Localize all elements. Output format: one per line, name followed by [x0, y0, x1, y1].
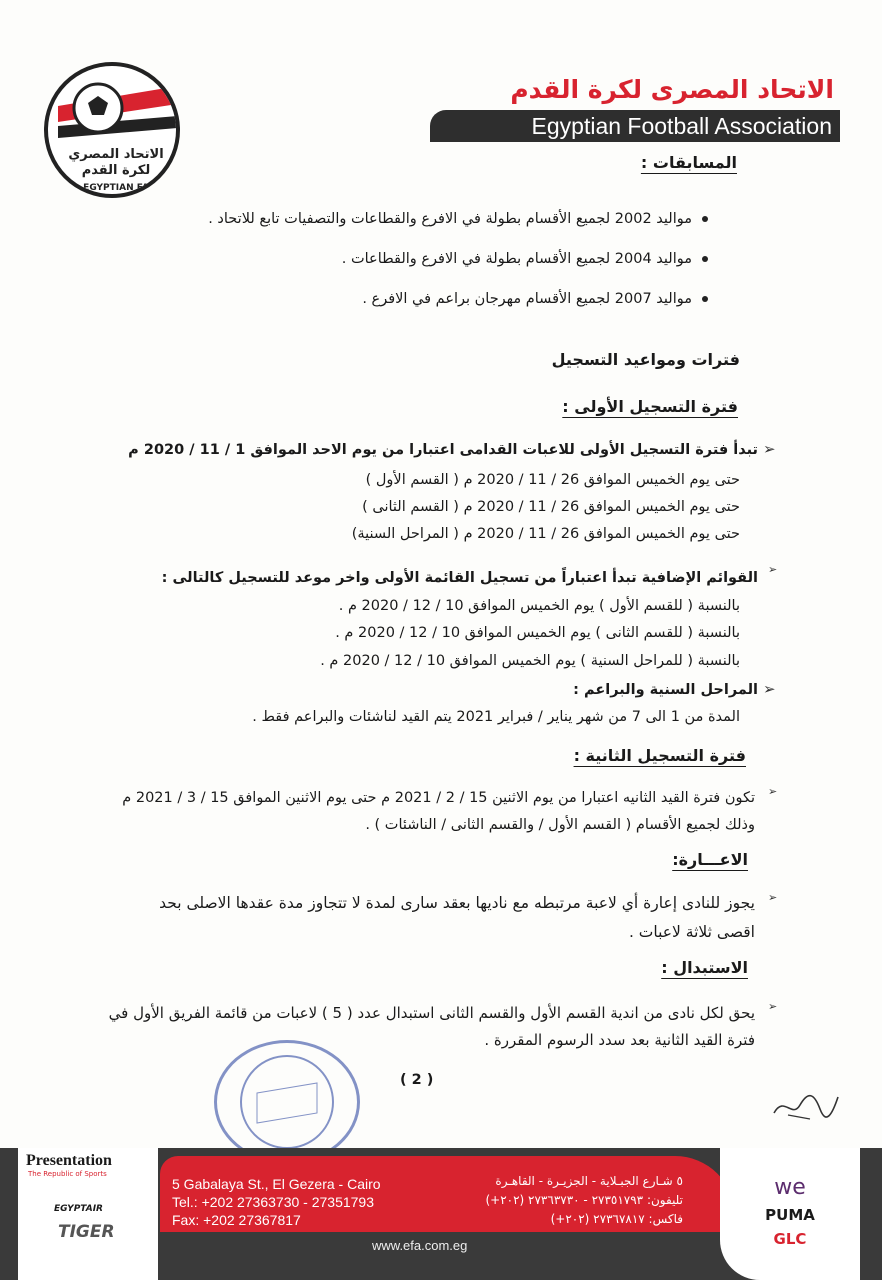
- tel-en: Tel.: +202 27363730 - 27351793: [172, 1194, 375, 1210]
- first-period-heading: فترة التسجيل الأولى :: [562, 397, 738, 416]
- second-period-text: تكون فترة القيد الثانيه اعتبارا من يوم الاثنين 15 / 2 / 2021 م حتى يوم الاثنين الموافق 15 / 3 / 2021 م: [122, 790, 755, 806]
- website-link[interactable]: www.efa.com.eg: [372, 1238, 468, 1253]
- footer-red-band: [160, 1156, 735, 1232]
- arrow-bullet-icon: ➢: [768, 1000, 778, 1013]
- second-period-heading: فترة التسجيل الثانية :: [573, 746, 746, 765]
- bullet-icon: [702, 256, 708, 262]
- fax-en: Fax: +202 27367817: [172, 1212, 301, 1228]
- extra-list-item: بالنسبة ( للقسم الثانى ) يوم الخميس الموافق 10 / 12 / 2020 م .: [335, 625, 740, 641]
- sponsor-puma: PUMA: [765, 1206, 815, 1224]
- bullet-icon: [702, 296, 708, 302]
- loan-text: يجوز للنادى إعارة أي لاعبة مرتبطه مع ناديها بعقد سارى لمدة لا تتجاوز مدة عقدها الاصلى بحد: [159, 894, 755, 912]
- page-number: ( 2 ): [400, 1072, 434, 1088]
- bullet-icon: [702, 216, 708, 222]
- first-period-until: حتى يوم الخميس الموافق 26 / 11 / 2020 م ( القسم الأول ): [365, 472, 740, 488]
- sponsor-tiger: TIGER: [58, 1222, 115, 1242]
- extra-list-item: بالنسبة ( للقسم الأول ) يوم الخميس الموافق 10 / 12 / 2020 م .: [338, 598, 740, 614]
- loan-text: اقصى ثلاثة لاعبات .: [628, 923, 755, 941]
- list-item: مواليد 2002 لجميع الأقسام بطولة في الافرع والقطاعات والتصفيات تابع للاتحاد .: [208, 211, 692, 227]
- fax-ar: فاكس: ٢٧٣٦٧٨١٧ (٢٠٢+): [550, 1212, 683, 1226]
- list-item: مواليد 2004 لجميع الأقسام بطولة في الافرع والقطاعات .: [341, 251, 692, 267]
- sponsor-egyptair: EGYPTAIR: [54, 1204, 103, 1214]
- signature: [770, 1085, 842, 1129]
- header-title-en-bar: [430, 110, 840, 142]
- header-title-en: Egyptian Football Association: [531, 113, 832, 139]
- sponsor-we: we: [774, 1175, 806, 1200]
- address-en: 5 Gabalaya St., El Gezera - Cairo: [172, 1176, 381, 1192]
- sponsor-presentation-tagline: The Republic of Sports: [28, 1170, 107, 1178]
- replacement-text: يحق لكل نادى من اندية القسم الأول والقسم الثانى استبدال عدد ( 5 ) لاعبات من قائمة الفريق الأول في: [108, 1004, 755, 1022]
- official-stamp: [214, 1040, 360, 1164]
- sponsor-presentation: Presentation: [26, 1152, 112, 1169]
- youth-text: المدة من 1 الى 7 من شهر يناير / فبراير 2021 يتم القيد لناشئات والبراعم فقط .: [252, 709, 740, 725]
- registration-heading: فترات ومواعيد التسجيل: [551, 350, 740, 369]
- footer-left-sponsors: [18, 1148, 158, 1280]
- replacement-heading: الاستبدال :: [661, 958, 748, 977]
- sponsor-glc: GLC: [773, 1230, 807, 1248]
- svg-text:لكرة القدم: لكرة القدم: [81, 163, 151, 178]
- first-period-start: تبدأ فترة التسجيل الأولى للاعبات القدامى اعتبارا من يوم الاحد الموافق 1 / 11 / 2020 م: [128, 442, 758, 458]
- svg-text:EGYPTIAN FA: EGYPTIAN FA: [83, 183, 149, 193]
- first-period-until: حتى يوم الخميس الموافق 26 / 11 / 2020 م ( القسم الثانى ): [362, 499, 740, 515]
- address-ar: ٥ شـارع الجبـلاية - الجزيـرة - القاهـرة: [495, 1174, 683, 1188]
- youth-heading: المراحل السنية والبراعم :: [573, 682, 758, 698]
- efa-logo: [44, 62, 180, 198]
- arrow-bullet-icon: ➢: [768, 563, 778, 576]
- header-title-ar: الاتحاد المصرى لكرة القدم: [510, 75, 834, 104]
- tel-ar: تليفون: ٢٧٣٥١٧٩٣ - ٢٧٣٦٣٧٣٠ (٢٠٢+): [485, 1193, 683, 1207]
- second-period-text: وذلك لجميع الأقسام ( القسم الأول / والقسم الثانى / الناشئات ) .: [365, 817, 755, 833]
- list-item: مواليد 2007 لجميع الأقسام مهرجان براعم في الافرع .: [362, 291, 692, 307]
- footer: [0, 1148, 882, 1280]
- footer-right-sponsors: [720, 1148, 860, 1280]
- competitions-heading: المسابقات :: [640, 153, 737, 172]
- arrow-bullet-icon: ➢: [768, 891, 778, 904]
- first-period-until: حتى يوم الخميس الموافق 26 / 11 / 2020 م ( المراحل السنية): [351, 526, 740, 542]
- loan-heading: الاعـــارة:: [672, 850, 748, 869]
- arrow-bullet-icon: ➢: [763, 440, 776, 458]
- arrow-bullet-icon: ➢: [768, 785, 778, 798]
- extra-lists: القوائم الإضافية تبدأ اعتباراً من تسجيل القائمة الأولى واخر موعد للتسجيل كالتالى :: [161, 570, 758, 586]
- replacement-text: فترة القيد الثانية بعد سدد الرسوم المقررة .: [484, 1031, 755, 1049]
- arrow-bullet-icon: ➢: [763, 680, 776, 698]
- extra-list-item: بالنسبة ( للمراحل السنية ) يوم الخميس الموافق 10 / 12 / 2020 م .: [320, 653, 740, 669]
- svg-text:الاتحاد المصري: الاتحاد المصري: [68, 147, 164, 162]
